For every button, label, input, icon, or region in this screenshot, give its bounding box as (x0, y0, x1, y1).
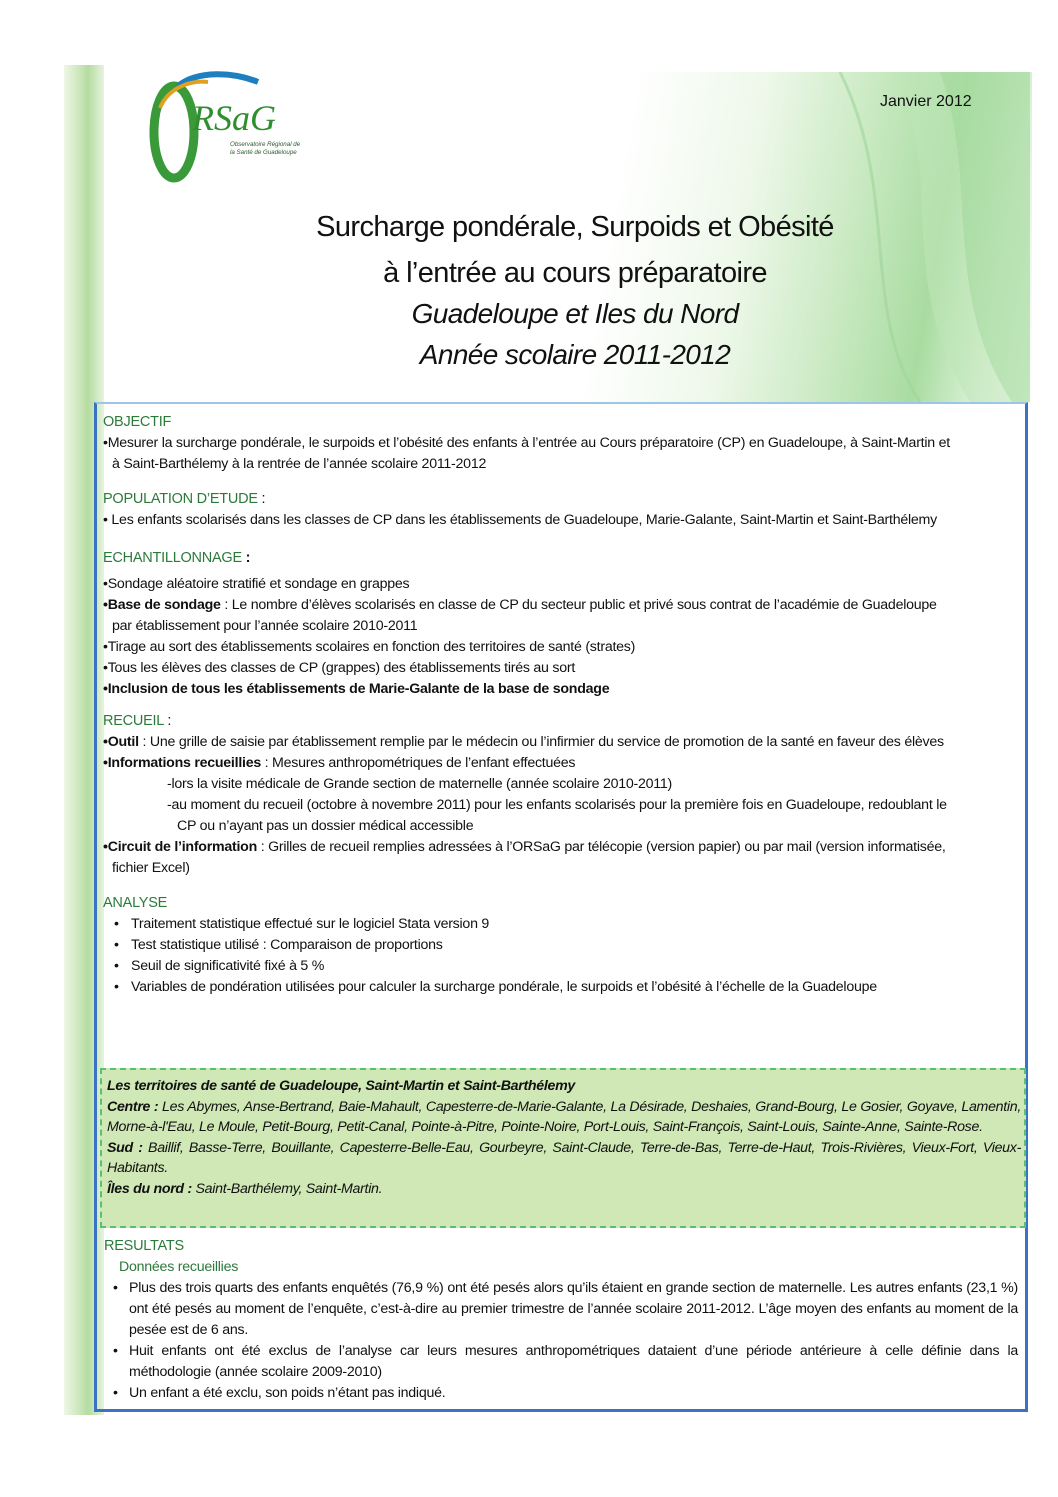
echantillonnage-item: •Base de sondage : Le nombre d’élèves scolarisés en classe de CP du secteur public et privé sous contrat de l’académie de Guadeloupe (103, 597, 937, 613)
methodology-content (103, 412, 1018, 998)
recueil-item: •Informations recueillies : Mesures anthropométriques de l’enfant effectuées (103, 755, 576, 771)
document-date: Janvier 2012 (880, 93, 972, 110)
territoire-centre: Centre : Les Abymes, Anse-Bertrand, Baie-Mahault, Capesterre-de-Marie-Galante, La Désirade, Deshaies, Grand-Bourg, Le Gosier, Goyave, Lamentin, Morne-à-l'Eau, Le Moule, Petit-Bourg, Petit-Canal, Pointe-à-Pitre, Pointe-Noire, Port-Louis, Saint-François, Saint-Louis, Sainte-Anne, Sainte-Rose. (107, 1098, 1021, 1135)
recueil-subitem-continued: CP ou n’ayant pas un dossier médical accessible (177, 818, 474, 834)
territoires-heading: Les territoires de santé de Guadeloupe, Saint-Martin et Saint-Barthélemy (107, 1078, 575, 1094)
echantillonnage-item: •Sondage aléatoire stratifié et sondage en grappes (103, 576, 410, 592)
resultats-section (104, 1236, 1018, 1404)
svg-text:RSaG: RSaG (192, 98, 276, 138)
title-line-2: à l’entrée au cours préparatoire (383, 257, 767, 289)
territoire-sud: Sud : Baillif, Basse-Terre, Bouillante, Capesterre-Belle-Eau, Gourbeyre, Saint-Claude, Terre-de-Bas, Terre-de-Haut, Trois-Rivières, Vieux-Fort, Vieux-Habitants. (107, 1139, 1021, 1176)
territoire-nord: Îles du nord : Saint-Barthélemy, Saint-Martin. (107, 1180, 383, 1197)
echantillonnage-item: •Tirage au sort des établissements scolaires en fonction des territoires de santé (strates) (103, 639, 636, 655)
analyse-item: • Variables de pondération utilisées pour calculer la surcharge pondérale, le surpoids et l’obésité à l’échelle de la Guadeloupe (114, 979, 877, 995)
population-heading: POPULATION D’ETUDE : (103, 491, 266, 507)
analyse-heading: ANALYSE (103, 895, 168, 911)
resultats-item: • Plus des trois quarts des enfants enquêtés (76,9 %) ont été pesés alors qu’ils étaient en grande section de maternelle. Les autres enfants (23,1 %) ont été pesés au moment de l’enquête, c’est-à-dire au premier trimestre de l’année scolaire 2011-2012. L’âge moyen des enfants au moment de la pesée est de 6 ans. (113, 1280, 1018, 1338)
resultats-subheading: Données recueillies (119, 1259, 239, 1275)
title-line-1: Surcharge pondérale, Surpoids et Obésité (316, 211, 834, 243)
analyse-item: • Traitement statistique effectué sur le logiciel Stata version 9 (114, 916, 490, 932)
recueil-item-continued: fichier Excel) (112, 860, 190, 876)
title-line-3: Guadeloupe et Iles du Nord (411, 298, 739, 329)
svg-text:Observatoire Régional de: Observatoire Régional de (230, 141, 301, 148)
objectif-heading: OBJECTIF (103, 414, 172, 430)
objectif-line: •Mesurer la surcharge pondérale, le surpoids et l’obésité des enfants à l’entrée au Cours préparatoire (CP) en Guadeloupe, à Saint-Martin et (103, 435, 950, 451)
recueil-subitem: -lors la visite médicale de Grande section de maternelle (année scolaire 2010-2011) (167, 776, 672, 792)
echantillonnage-heading: ECHANTILLONNAGE : (103, 550, 251, 566)
resultats-item: • Huit enfants ont été exclus de l’analyse car leurs mesures anthropométriques dataient d’une période antérieure à celle définie dans la méthodologie (année scolaire 2009-2010) (113, 1343, 1018, 1380)
objectif-line: à Saint-Barthélemy à la rentrée de l’année scolaire 2011-2012 (112, 456, 487, 472)
echantillonnage-item-continued: par établissement pour l’année scolaire 2010-2011 (112, 618, 418, 634)
title-line-4: Année scolaire 2011-2012 (419, 339, 731, 370)
recueil-heading: RECUEIL : (103, 713, 172, 729)
svg-text:la Santé de Guadeloupe: la Santé de Guadeloupe (230, 149, 297, 156)
population-line: • Les enfants scolarisés dans les classes de CP dans les établissements de Guadeloupe, Marie-Galante, Saint-Martin et Saint-Barthélemy (103, 512, 937, 528)
echantillonnage-item: •Tous les élèves des classes de CP (grappes) des établissements tirés au sort (103, 660, 576, 676)
analyse-item: • Seuil de significativité fixé à 5 % (114, 958, 325, 974)
recueil-item: •Circuit de l’information : Grilles de recueil remplies adressées à l’ORSaG par télécopie (version papier) ou par mail (version informatisée, (103, 839, 946, 855)
territoires-content (107, 1076, 1021, 1199)
recueil-item: •Outil : Une grille de saisie par établissement remplie par le médecin ou l’infirmier du service de promotion de la santé en faveur des élèves (103, 734, 944, 750)
echantillonnage-item: •Inclusion de tous les établissements de Marie-Galante de la base de sondage (103, 681, 610, 697)
orsag-logo (138, 68, 328, 190)
resultats-heading: RESULTATS (104, 1238, 184, 1254)
analyse-item: • Test statistique utilisé : Comparaison de proportions (114, 937, 443, 953)
recueil-subitem: -au moment du recueil (octobre à novembre 2011) pour les enfants scolarisés pour la première fois en Guadeloupe, redoublant le (167, 797, 947, 813)
resultats-item: • Un enfant a été exclu, son poids n’étant pas indiqué. (113, 1385, 446, 1401)
